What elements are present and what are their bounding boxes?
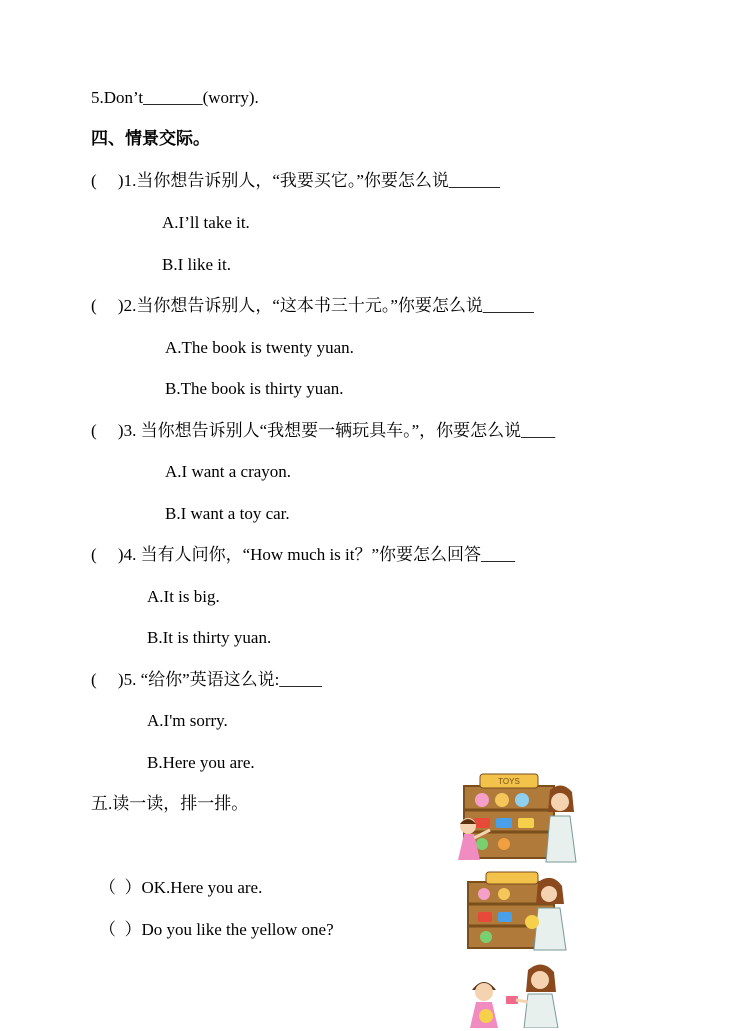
yellow-toy [479,1009,493,1023]
situation-question-3-option-b: B.I want a toy car. [165,504,290,523]
girl-figure [470,982,498,1028]
toy-shop-illustration-3 [466,960,578,1028]
situation-question-4-option-a: A.It is big. [147,587,220,606]
shop-sign-text: TOYS [498,777,520,786]
toy-frog [480,931,492,943]
situation-question-4: ( )4. 当有人问你，“How much is it？”你要怎么回答____ [91,545,516,564]
situation-question-5-option-a: A.I'm sorry. [147,711,228,730]
section-5-title: 五.读一读，排一排。 [91,794,249,813]
shop-sign [486,872,538,884]
situation-question-5: ( )5. “给你”英语这么说:_____ [91,670,322,689]
section-4-title: 四、情景交际。 [91,129,210,148]
toy-car-red [478,912,492,922]
shop-assistant-figure [516,964,558,1028]
toy-car-yellow [518,818,534,828]
toy-shop-illustration-1 [452,772,582,864]
ordering-line-1: （ ）OK.Here you are. [99,878,263,897]
situation-question-2-option-a: A.The book is twenty yuan. [165,338,354,357]
toy-car-blue [498,912,512,922]
toy-lion [498,838,510,850]
toy-doll [478,888,490,900]
situation-question-2-option-b: B.The book is thirty yuan. [165,379,344,398]
situation-question-1: ( )1.当你想告诉别人，“我要买它。”你要怎么说______ [91,171,500,190]
toy-bear [498,888,510,900]
toy-bear [495,793,509,807]
ordering-line-2: （ ）Do you like the yellow one? [99,920,334,939]
toy-car-red [474,818,490,828]
toy-frog [476,838,488,850]
fill-in-question-5: 5.Don’t_______(worry). [91,88,259,107]
toy-ball [515,793,529,807]
toy-car-blue [496,818,512,828]
situation-question-5-option-b: B.Here you are. [147,753,255,772]
toy-shop-illustration-2 [462,870,580,952]
situation-question-2: ( )2.当你想告诉别人，“这本书三十元。”你要怎么说______ [91,296,534,315]
situation-question-4-option-b: B.It is thirty yuan. [147,628,272,647]
yellow-toy [525,915,539,929]
situation-question-1-option-a: A.I’ll take it. [162,213,250,232]
situation-question-3: ( )3. 当你想告诉别人“我想要一辆玩具车。”，你要怎么说____ [91,421,556,440]
toy-doll [475,793,489,807]
situation-question-1-option-b: B.I like it. [162,255,231,274]
shop-assistant-figure [546,785,576,862]
situation-question-3-option-a: A.I want a crayon. [165,462,292,481]
